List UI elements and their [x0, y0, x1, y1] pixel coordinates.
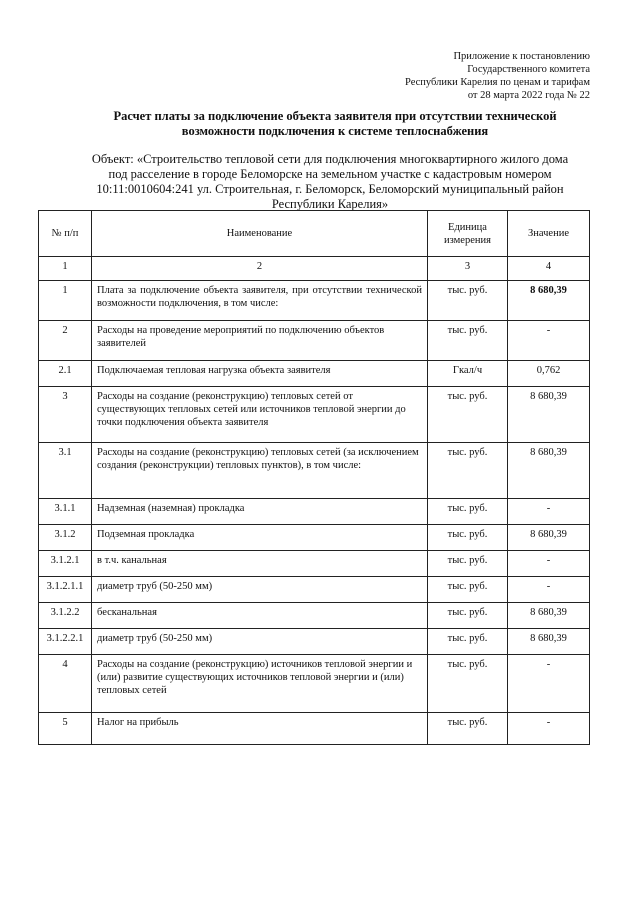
row-value: -: [508, 577, 590, 603]
row-unit: тыс. руб.: [428, 499, 508, 525]
row-value: -: [508, 551, 590, 577]
index-cell: 3: [428, 257, 508, 281]
row-unit: Гкал/ч: [428, 361, 508, 387]
row-num: 3.1.2.2.1: [39, 629, 92, 655]
row-name: диаметр труб (50-250 мм): [92, 577, 428, 603]
row-name: Подземная прокладка: [92, 525, 428, 551]
appendix-note: [290, 50, 590, 102]
row-value: 8 680,39: [508, 387, 590, 443]
row-name: Расходы на проведение мероприятий по подключению объектов заявителей: [92, 321, 428, 361]
object-line: Республики Карелия»: [271, 197, 389, 211]
row-value: 8 680,39: [508, 629, 590, 655]
fee-table: [38, 210, 590, 745]
header-value: Значение: [508, 211, 590, 257]
document-title: [60, 109, 610, 139]
row-num: 3: [39, 387, 92, 443]
title-line: Расчет платы за подключение объекта заявителя при отсутствии технической: [113, 109, 557, 123]
table-row: [39, 443, 590, 499]
row-num: 1: [39, 281, 92, 321]
row-num: 3.1.2: [39, 525, 92, 551]
table-row: [39, 713, 590, 745]
object-line: Объект: «Строительство тепловой сети для подключения многоквартирного жилого дома: [91, 152, 569, 166]
row-unit: тыс. руб.: [428, 603, 508, 629]
table-index-row: [39, 257, 590, 281]
header-unit-line: Единица: [448, 221, 487, 233]
row-unit: тыс. руб.: [428, 629, 508, 655]
table-row: [39, 655, 590, 713]
row-num: 3.1.2.1.1: [39, 577, 92, 603]
object-line: 10:11:0010604:241 ул. Строительная, г. Беломорск, Беломорский муниципальный район: [96, 182, 564, 196]
row-value: 8 680,39: [508, 525, 590, 551]
row-unit: тыс. руб.: [428, 443, 508, 499]
row-name: Расходы на создание (реконструкцию) тепловых сетей (за исключением создания (реконструкции) тепловых пунктов), в том числе:: [92, 443, 428, 499]
table-row: [39, 361, 590, 387]
row-unit: тыс. руб.: [428, 281, 508, 321]
row-value: 0,762: [508, 361, 590, 387]
table-header-row: [39, 211, 590, 257]
row-value: 8 680,39: [508, 281, 590, 321]
row-name: бесканальная: [92, 603, 428, 629]
row-unit: тыс. руб.: [428, 655, 508, 713]
header-unit-line: измерения: [444, 234, 491, 246]
row-num: 2.1: [39, 361, 92, 387]
appendix-line: Государственного комитета: [467, 64, 590, 75]
header-unit: [428, 211, 508, 257]
appendix-line: от 28 марта 2022 года № 22: [467, 90, 590, 101]
table-row: [39, 387, 590, 443]
row-unit: тыс. руб.: [428, 525, 508, 551]
appendix-line: Республики Карелия по ценам и тарифам: [405, 77, 590, 88]
row-num: 3.1: [39, 443, 92, 499]
row-unit: тыс. руб.: [428, 321, 508, 361]
row-value: -: [508, 321, 590, 361]
header-name: Наименование: [92, 211, 428, 257]
row-value: -: [508, 713, 590, 745]
table-row: [39, 603, 590, 629]
header-num: № п/п: [39, 211, 92, 257]
index-cell: 4: [508, 257, 590, 281]
row-value: 8 680,39: [508, 443, 590, 499]
row-value: -: [508, 499, 590, 525]
table-row: [39, 577, 590, 603]
appendix-line: Приложение к постановлению: [453, 51, 590, 62]
row-unit: тыс. руб.: [428, 577, 508, 603]
index-cell: 1: [39, 257, 92, 281]
row-name: Налог на прибыль: [92, 713, 428, 745]
table-row: [39, 551, 590, 577]
table-row: [39, 321, 590, 361]
object-description: [40, 152, 620, 212]
table-row: [39, 525, 590, 551]
table-row: [39, 499, 590, 525]
row-unit: тыс. руб.: [428, 387, 508, 443]
object-line: под расселение в городе Беломорске на земельном участке с кадастровым номером: [108, 167, 552, 181]
row-num: 2: [39, 321, 92, 361]
row-name: диаметр труб (50-250 мм): [92, 629, 428, 655]
row-name: Расходы на создание (реконструкцию) тепловых сетей от существующих тепловых сетей или источников тепловой энергии до точки подключения объекта заявителя: [92, 387, 428, 443]
row-num: 3.1.1: [39, 499, 92, 525]
row-name: Расходы на создание (реконструкцию) источников тепловой энергии и (или) развитие существующих источников тепловой энергии и (или) тепловых сетей: [92, 655, 428, 713]
row-name: Плата за подключение объекта заявителя, при отсутствии технической возможности подключения, в том числе:: [92, 281, 428, 321]
row-name: Подключаемая тепловая нагрузка объекта заявителя: [92, 361, 428, 387]
table-row: [39, 281, 590, 321]
index-cell: 2: [92, 257, 428, 281]
row-num: 3.1.2.1: [39, 551, 92, 577]
row-num: 5: [39, 713, 92, 745]
row-name: Надземная (наземная) прокладка: [92, 499, 428, 525]
row-name: в т.ч. канальная: [92, 551, 428, 577]
row-unit: тыс. руб.: [428, 551, 508, 577]
title-line: возможности подключения к системе теплоснабжения: [181, 124, 489, 138]
row-num: 4: [39, 655, 92, 713]
table-row: [39, 629, 590, 655]
row-unit: тыс. руб.: [428, 713, 508, 745]
row-value: -: [508, 655, 590, 713]
row-value: 8 680,39: [508, 603, 590, 629]
row-num: 3.1.2.2: [39, 603, 92, 629]
